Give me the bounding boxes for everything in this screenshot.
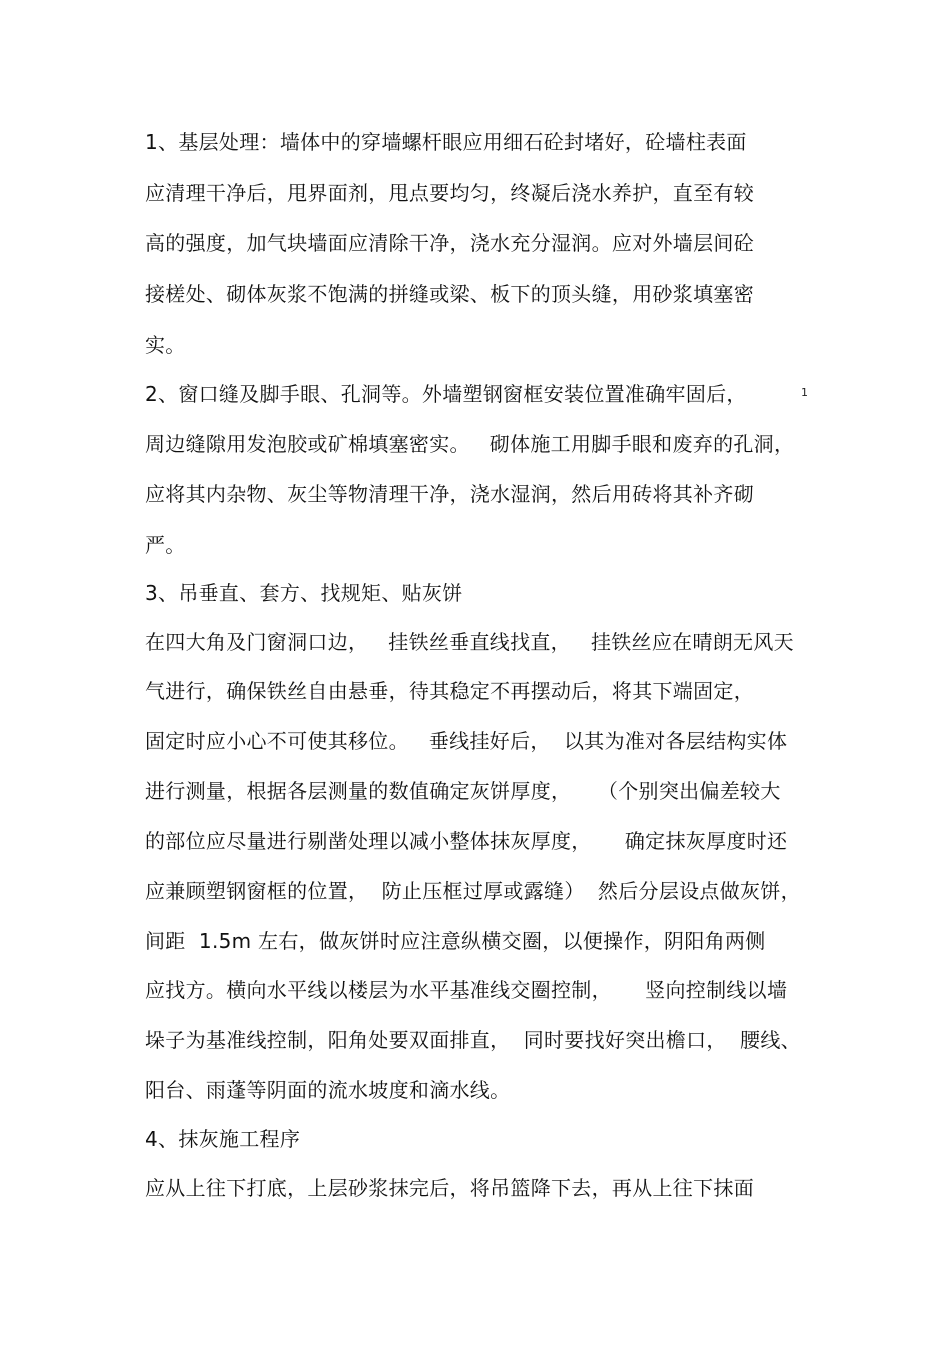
text-line: 在四大角及门窗洞口边， 挂铁丝垂直线找直， 挂铁丝应在晴朗无风天	[145, 630, 794, 654]
text-line: 高的强度，加气块墙面应清除干净，浇水充分湿润。应对外墙层间砼	[145, 231, 754, 255]
text-line: 周边缝隙用发泡胶或矿棉填塞密实。 砌体施工用脚手眼和废弃的孔洞，	[145, 432, 795, 456]
text-line: 4、抹灰施工程序	[145, 1127, 301, 1151]
text-line: 实。	[145, 333, 186, 357]
text-line: 阳台、雨蓬等阴面的流水坡度和滴水线。	[145, 1078, 511, 1102]
text-line: 垛子为基准线控制，阳角处要双面排直， 同时要找好突出檐口， 腰线、	[145, 1028, 801, 1052]
text-line: 严。	[145, 533, 186, 557]
text-line: 应从上往下打底，上层砂浆抹完后，将吊篮降下去，再从上往下抹面	[145, 1176, 754, 1200]
text-line: 的部位应尽量进行剔凿处理以减小整体抹灰厚度， 确定抹灰厚度时还	[145, 829, 788, 853]
text-line: 应清理干净后，甩界面剂，甩点要均匀，终凝后浇水养护，直至有较	[145, 181, 754, 205]
text-line: 进行测量，根据各层测量的数值确定灰饼厚度， （个别突出偏差较大	[145, 779, 781, 803]
text-line: 间距 1.5m 左右，做灰饼时应注意纵横交圈，以便操作，阴阳角两侧	[145, 929, 766, 953]
text-line: 3、吊垂直、套方、找规矩、贴灰饼	[145, 581, 463, 605]
text-line: 应兼顾塑钢窗框的位置， 防止压框过厚或露缝） 然后分层设点做灰饼，	[145, 879, 801, 903]
text-line: 应找方。横向水平线以楼层为水平基准线交圈控制， 竖向控制线以墙	[145, 978, 788, 1002]
text-line: 固定时应小心不可使其移位。 垂线挂好后， 以其为准对各层结构实体	[145, 729, 788, 753]
page-marker: 1	[801, 386, 808, 399]
text-line: 1、基层处理：墙体中的穿墙螺杆眼应用细石砼封堵好，砼墙柱表面	[145, 130, 747, 154]
text-line: 应将其内杂物、灰尘等物清理干净，浇水湿润，然后用砖将其补齐砌	[145, 482, 754, 506]
text-line: 气进行，确保铁丝自由悬垂，待其稳定不再摆动后，将其下端固定，	[145, 679, 754, 703]
text-line: 接槎处、砌体灰浆不饱满的拼缝或梁、板下的顶头缝，用砂浆填塞密	[145, 282, 754, 306]
text-line: 2、窗口缝及脚手眼、孔洞等。外墙塑钢窗框安装位置准确牢固后，	[145, 382, 747, 406]
